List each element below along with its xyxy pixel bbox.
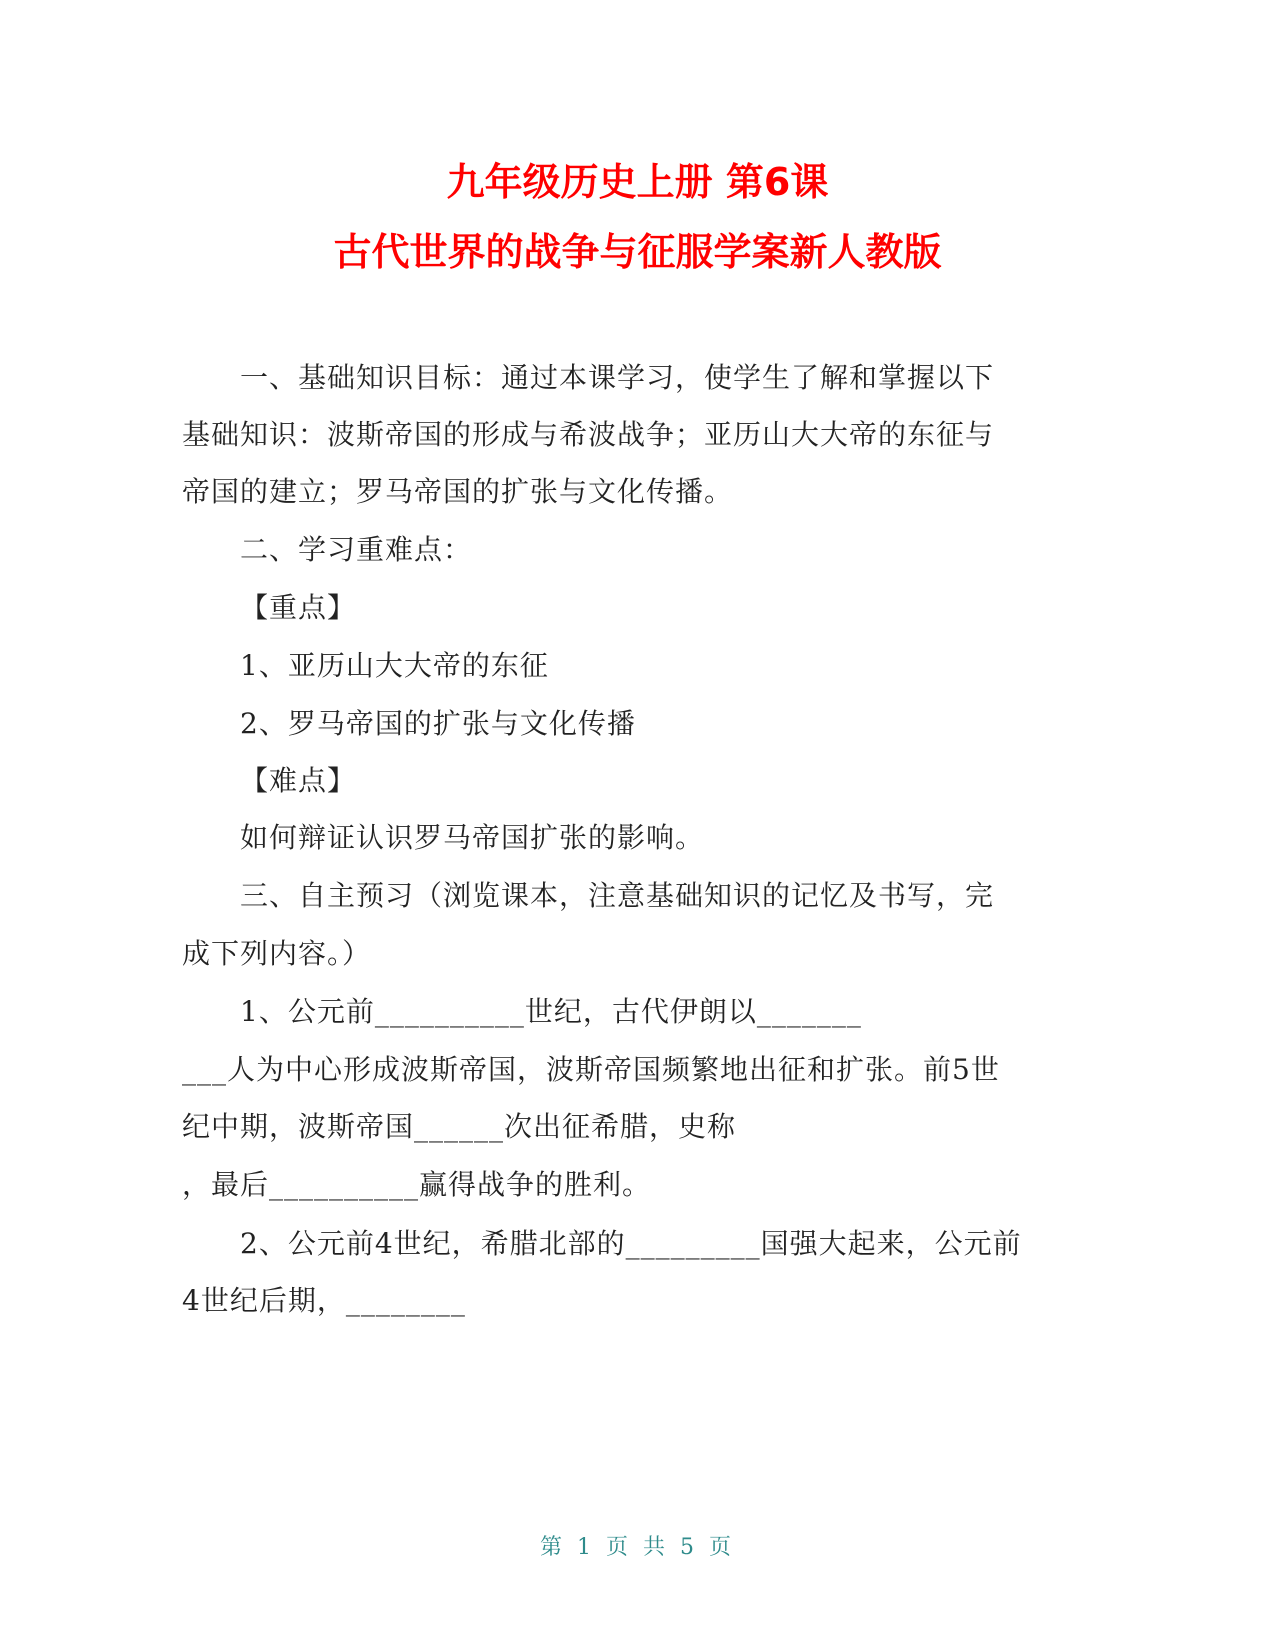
- preview-section-line-2: 成下列内容。）: [182, 937, 372, 970]
- question-2-line-2: 4世纪后期，________: [182, 1284, 466, 1317]
- question-1-line-1: 1、公元前__________世纪，古代伊朗以_______: [240, 995, 862, 1028]
- key-point-1: 1、亚历山大大帝的东征: [240, 649, 549, 682]
- question-1-line-3: 纪中期，波斯帝国______次出征希腊，史称: [182, 1110, 737, 1143]
- question-2-line-1: 2、公元前4世纪，希腊北部的_________国强大起来，公元前: [240, 1227, 1022, 1260]
- objective-paragraph-line-3: 帝国的建立；罗马帝国的扩张与文化传播。: [182, 475, 734, 508]
- objective-paragraph-line-2: 基础知识：波斯帝国的形成与希波战争；亚历山大大帝的东征与: [182, 418, 995, 451]
- preview-section-line-1: 三、自主预习（浏览课本，注意基础知识的记忆及书写，完: [240, 879, 995, 912]
- question-1-line-4: ，最后__________赢得战争的胜利。: [182, 1168, 652, 1201]
- difficult-heading: 【难点】: [240, 764, 357, 797]
- document-title-line-2: 古代世界的战争与征服学案新人教版: [333, 230, 942, 274]
- objective-paragraph-line-1: 一、基础知识目标：通过本课学习，使学生了解和掌握以下: [240, 361, 995, 394]
- key-point-2: 2、罗马帝国的扩张与文化传播: [240, 707, 636, 740]
- page-number-footer: 第 1 页 共 5 页: [540, 1535, 735, 1560]
- difficult-point-1: 如何辩证认识罗马帝国扩张的影响。: [240, 821, 705, 854]
- key-heading: 【重点】: [240, 591, 357, 624]
- document-title-line-1: 九年级历史上册 第6课: [446, 160, 829, 204]
- question-1-line-2: ___人为中心形成波斯帝国，波斯帝国频繁地出征和扩张。前5世: [182, 1053, 1000, 1086]
- key-points-section-heading: 二、学习重难点：: [240, 533, 473, 566]
